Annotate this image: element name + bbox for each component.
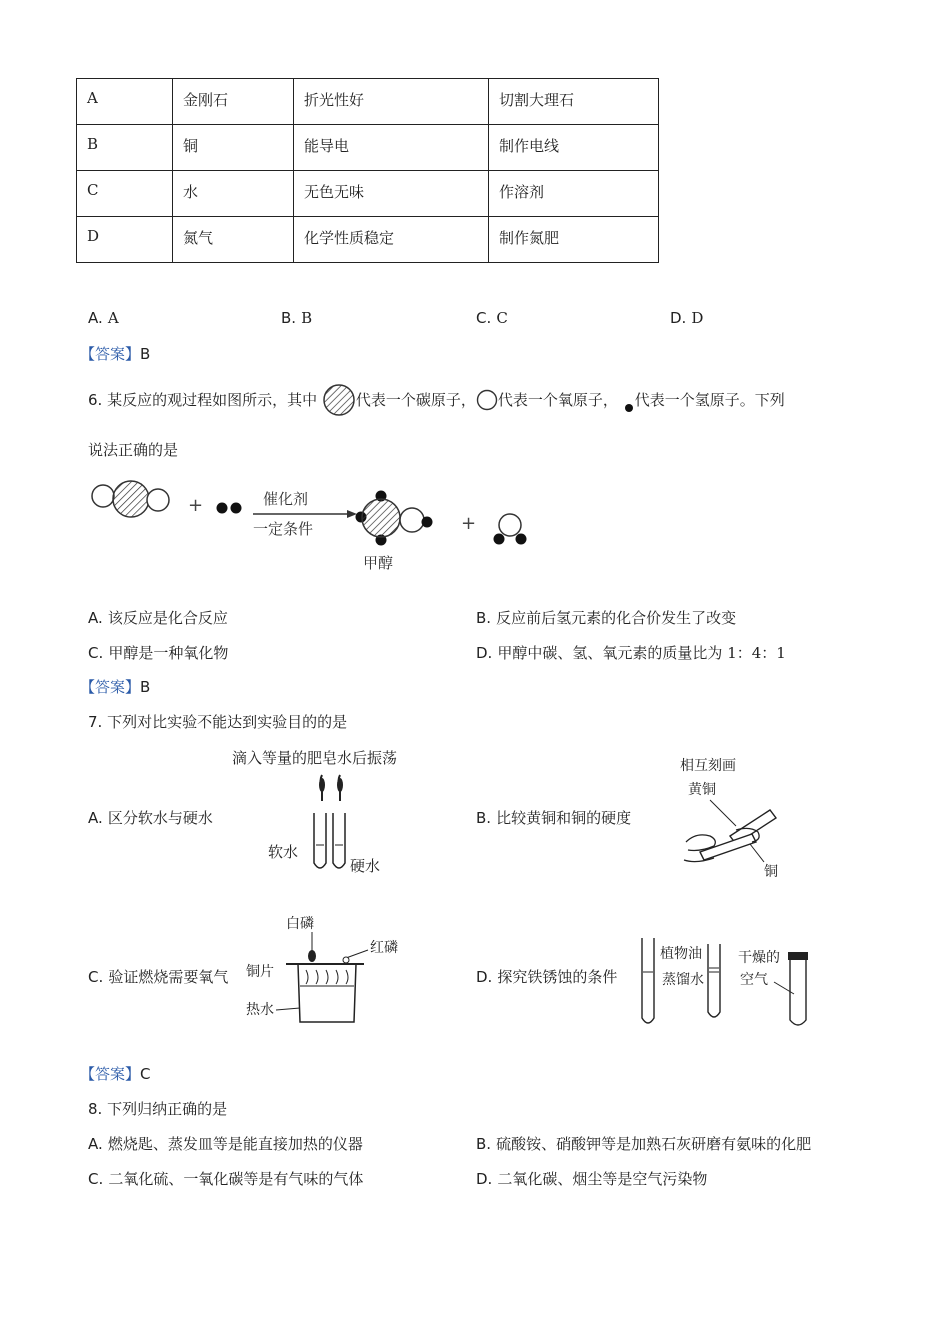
test-tube-icon [333,813,345,868]
hydrogen-atom-icon [516,534,527,545]
carbon-atom-icon [113,481,149,517]
table-cell: D [77,217,173,263]
q5-option-c[interactable]: C. C [476,309,508,327]
q6-stem: 6. 某反应的观过程如图所示，其中 代表一个碳原子， 代表一个氧原子， 代表一个氢原子。下列 [88,389,868,410]
oxygen-atom-icon [400,508,424,532]
table-row [77,79,659,125]
carbon-atom-icon [362,499,400,537]
table-cell: 氮气 [173,217,294,263]
q8-option-c[interactable]: C. 二氧化硫、一氧化碳等是有气味的气体 [88,1170,364,1188]
q5-answer: 【答案】B [80,345,151,363]
arrow-head-icon [347,510,357,518]
table-cell: 金刚石 [173,79,294,125]
table-row [77,217,659,263]
hydrogen-atom-icon [231,503,242,514]
methanol-label: 甲醇 [363,554,394,572]
q7-option-b[interactable]: B. 比较黄铜和铜的硬度 [476,809,632,827]
q7-figure-b [680,752,780,880]
q7-figure-d [634,932,814,1032]
white-phosphorus-icon [308,950,316,962]
table-cell: 水 [173,171,294,217]
table-cell: 能导电 [294,125,489,171]
q7-figure-a [228,745,448,880]
q5-option-b[interactable]: B. B [281,309,313,327]
q6-option-c[interactable]: C. 甲醇是一种氧化物 [88,644,229,662]
hard-water-label: 硬水 [350,857,381,875]
condition-label: 一定条件 [253,520,314,538]
q6-option-b[interactable]: B. 反应前后氢元素的化合价发生了改变 [476,609,737,627]
q8-option-a[interactable]: A. 燃烧匙、蒸发皿等是能直接加热的仪器 [88,1135,363,1153]
copper-label: 铜 [764,864,778,880]
red-phosphorus-icon [343,957,349,963]
white-phosphorus-label: 白磷 [286,916,314,932]
catalyst-label: 催化剂 [263,490,309,508]
table-cell: 切割大理石 [489,79,659,125]
fig-a-caption: 滴入等量的肥皂水后振荡 [232,749,398,767]
plus-sign: + [461,513,477,534]
oxygen-atom-icon [147,489,169,511]
q7-option-c[interactable]: C. 验证燃烧需要氧气 [88,968,229,986]
hydrogen-atom-icon [623,393,635,413]
dry-label: 干燥的 [738,950,780,966]
q5-option-d[interactable]: D. D [670,309,704,327]
test-tube-icon [314,813,326,868]
q7-stem: 7. 下列对比实验不能达到实验目的的是 [88,713,348,731]
hot-water-label: 热水 [246,1002,274,1018]
table-cell: C [77,171,173,217]
copper-plate-icon [700,834,756,860]
q8-stem: 8. 下列归纳正确的是 [88,1100,228,1118]
table-cell: 无色无味 [294,171,489,217]
table-row [77,171,659,217]
table-cell: A [77,79,173,125]
oxygen-atom-icon [499,514,521,536]
oxygen-atom-icon [92,485,114,507]
oxygen-atom-icon [476,389,498,411]
properties-table [76,78,659,263]
q6-option-d[interactable]: D. 甲醇中碳、氢、氧元素的质量比为 1：4：1 [476,644,786,662]
fig-b-caption: 相互刻画 [680,758,736,774]
q6-reaction-diagram [85,478,545,578]
test-tube-icon [708,944,720,1017]
q6-stem-continued: 说法正确的是 [88,441,179,459]
q7-option-d[interactable]: D. 探究铁锈蚀的条件 [476,968,618,986]
soft-water-label: 软水 [268,843,299,861]
test-tube-icon [642,938,654,1023]
table-cell: 制作电线 [489,125,659,171]
brass-label: 黄铜 [688,782,716,798]
hydrogen-atom-icon [494,534,505,545]
q7-answer: 【答案】C [80,1065,151,1083]
table-cell: 铜 [173,125,294,171]
copper-sheet-label: 铜片 [246,964,274,980]
table-cell: 折光性好 [294,79,489,125]
q7-option-a[interactable]: A. 区分软水与硬水 [88,809,213,827]
table-cell: 化学性质稳定 [294,217,489,263]
q7-figure-c [242,910,417,1030]
table-cell: B [77,125,173,171]
table-row [77,125,659,171]
q8-option-b[interactable]: B. 硫酸铵、硝酸钾等是加熟石灰研磨有氨味的化肥 [476,1135,812,1153]
stopper-icon [788,952,808,960]
plus-sign: + [188,495,204,516]
vegetable-oil-label: 植物油 [660,946,702,962]
hydrogen-atom-icon [217,503,228,514]
carbon-atom-icon [322,383,356,417]
air-label: 空气 [740,972,768,988]
table-cell: 制作氮肥 [489,217,659,263]
q5-option-a[interactable]: A. A [88,309,119,327]
table-cell: 作溶剂 [489,171,659,217]
q6-option-a[interactable]: A. 该反应是化合反应 [88,609,228,627]
distilled-water-label: 蒸馏水 [662,972,704,988]
q8-option-d[interactable]: D. 二氧化碳、烟尘等是空气污染物 [476,1170,708,1188]
red-phosphorus-label: 红磷 [370,940,398,956]
hydrogen-atom-icon [422,517,433,528]
q6-answer: 【答案】B [80,678,151,696]
